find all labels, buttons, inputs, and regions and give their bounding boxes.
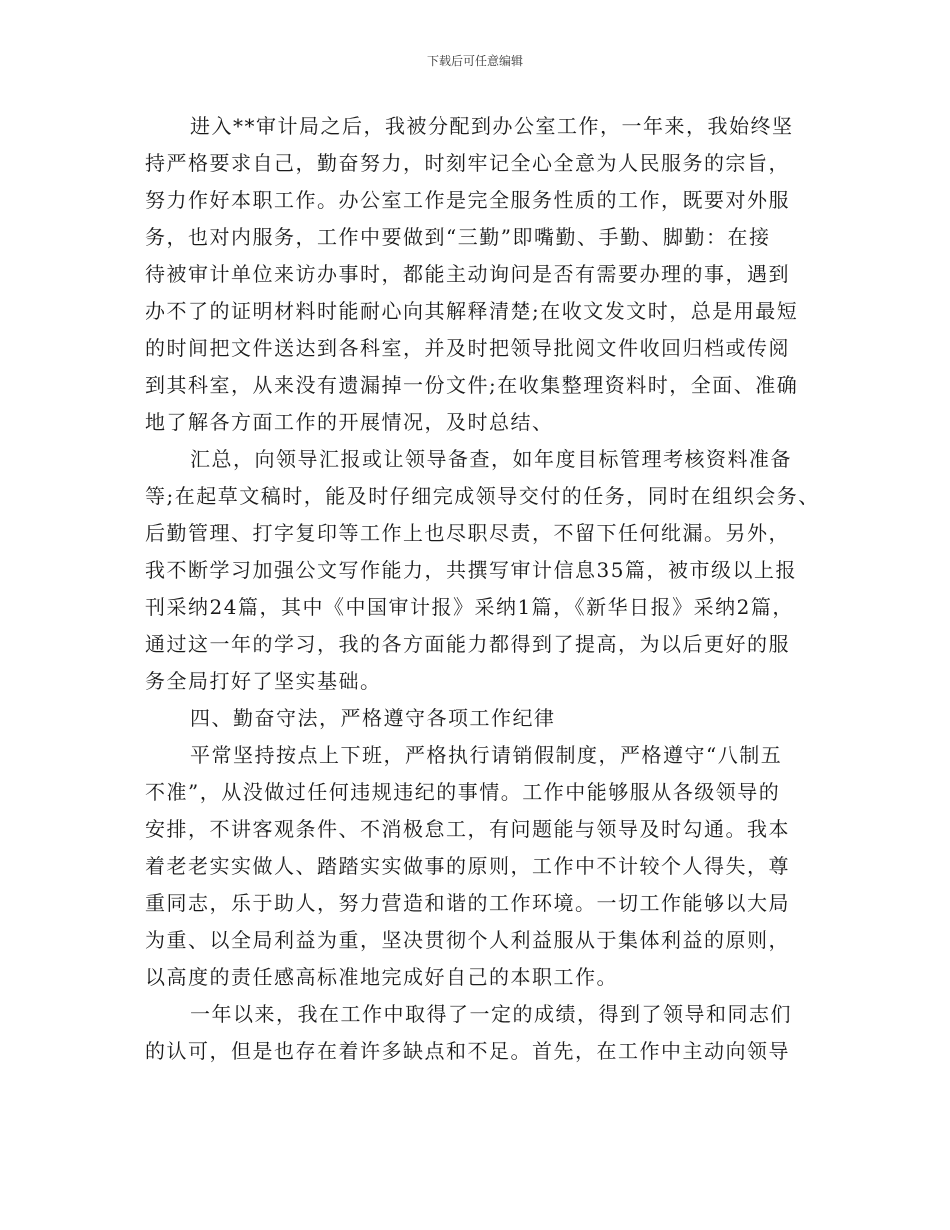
page-header: 下载后可任意编辑 <box>426 54 523 68</box>
body-line: 以高度的责任感高标准地完成好自己的本职工作。 <box>145 965 618 989</box>
body-line: 持严格要求自己，勤奋努力，时刻牢记全心全意为人民服务的宗旨， <box>145 151 790 175</box>
body-line: 我不断学习加强公文写作能力，共撰写审计信息35篇，被市级以上报 <box>145 558 797 582</box>
body-line: 等;在起草文稿时，能及时仔细完成领导交付的任务，同时在组织会务、 <box>145 484 820 508</box>
body-line: 的时间把文件送达到各科室，并及时把领导批阅文件收回归档或传阅 <box>145 336 790 360</box>
body-line: 待被审计单位来访办事时，都能主动询问是否有需要办理的事，遇到 <box>145 262 790 286</box>
body-line: 的认可，但是也存在着许多缺点和不足。首先，在工作中主动向领导 <box>145 1039 790 1063</box>
section-heading: 四、勤奋守法，严格遵守各项工作纪律 <box>190 706 556 730</box>
body-line: 地了解各方面工作的开展情况，及时总结、 <box>145 410 554 434</box>
body-line: 通过这一年的学习，我的各方面能力都得到了提高，为以后更好的服 <box>145 632 790 656</box>
body-line: 安排，不讲客观条件、不消极怠工，有问题能与领导及时勾通。我本 <box>145 817 790 841</box>
body-line: 务全局打好了坚实基础。 <box>145 669 382 693</box>
body-line: 后勤管理、打字复印等工作上也尽职尽责，不留下任何纰漏。另外， <box>145 521 790 545</box>
body-line: 为重、以全局利益为重，坚决贯彻个人利益服从于集体利益的原则， <box>145 928 790 952</box>
body-line: 一年以来，我在工作中取得了一定的成绩，得到了领导和同志们 <box>190 1002 792 1026</box>
body-line: 办不了的证明材料时能耐心向其解释清楚;在收文发文时，总是用最短 <box>145 299 799 323</box>
body-line: 到其科室，从来没有遗漏掉一份文件;在收集整理资料时，全面、准确 <box>145 373 799 397</box>
body-line: 进入**审计局之后，我被分配到办公室工作，一年来，我始终坚 <box>190 114 794 138</box>
body-line: 务，也对内服务，工作中要做到“三勤”即嘴勤、手勤、脚勤：在接 <box>145 225 771 249</box>
body-line: 努力作好本职工作。办公室工作是完全服务性质的工作，既要对外服 <box>145 188 790 212</box>
body-line: 重同志，乐于助人，努力营造和谐的工作环境。一切工作能够以大局 <box>145 891 790 915</box>
body-line: 平常坚持按点上下班，严格执行请销假制度，严格遵守“八制五 <box>190 743 783 767</box>
body-line: 汇总，向领导汇报或让领导备查，如年度目标管理考核资料准备 <box>190 447 792 471</box>
body-line: 刊采纳24篇，其中《中国审计报》采纳1篇，《新华日报》采纳2篇， <box>145 595 794 619</box>
body-line: 着老老实实做人、踏踏实实做事的原则，工作中不计较个人得失，尊 <box>145 854 790 878</box>
body-line: 不准”，从没做过任何违规违纪的事情。工作中能够服从各级领导的 <box>145 780 781 804</box>
